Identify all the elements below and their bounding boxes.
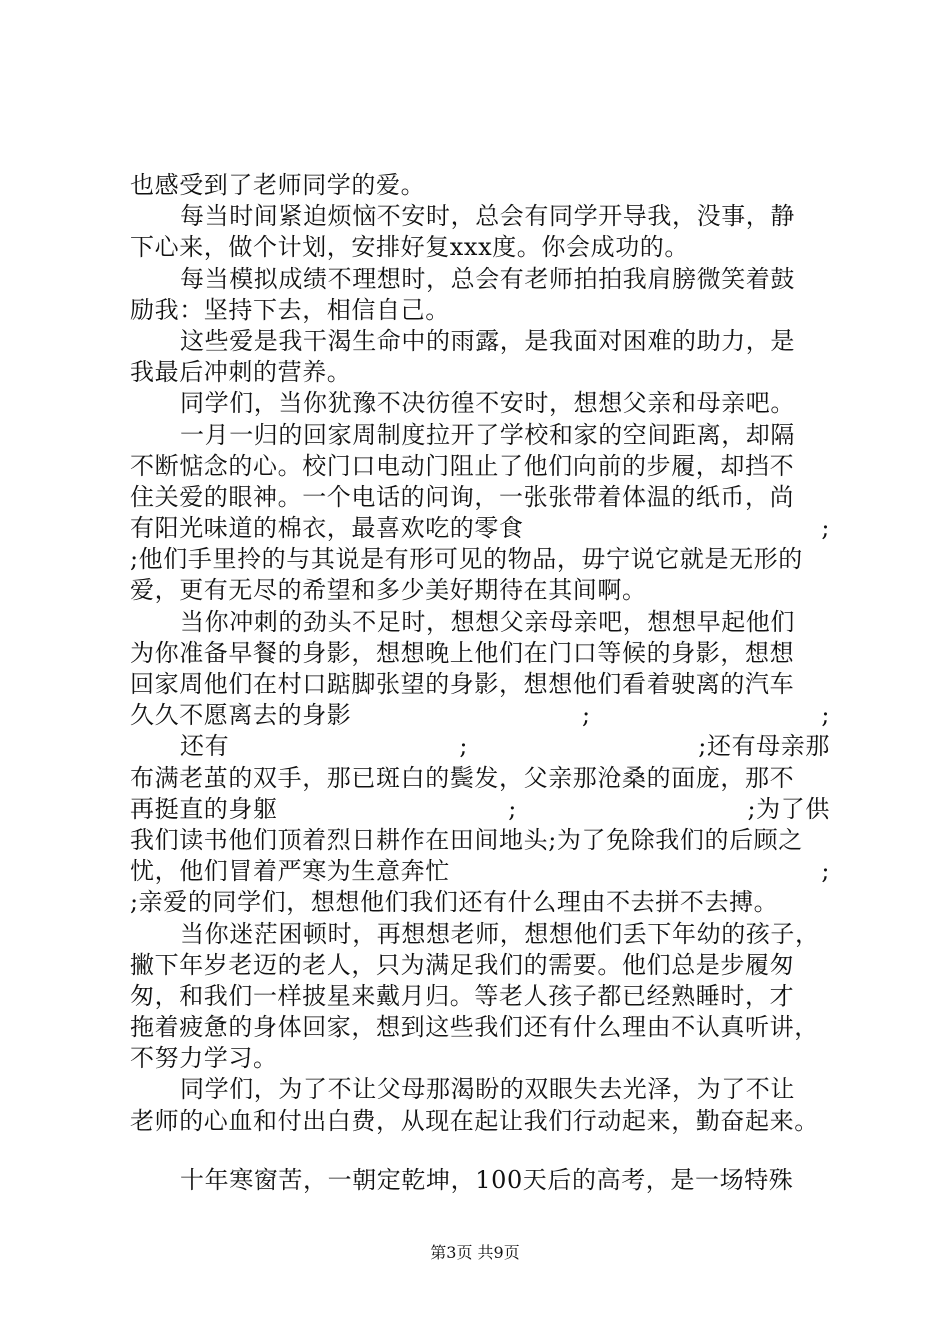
line-text: ;亲爱的同学们，想想他们我们还有什么理由不去拼不去搏。 (130, 888, 779, 917)
line-text: 同学们，当你犹豫不决彷徨不安时，想想父亲和母亲吧。 (180, 389, 795, 418)
text-line (130, 919, 830, 950)
text-line (130, 388, 830, 419)
line-text: 也感受到了老师同学的爱。 (130, 171, 426, 199)
line-text: 有阳光味道的棉衣，最喜欢吃的零食 (130, 514, 524, 543)
text-line (130, 856, 830, 887)
line-text: 拖着疲惫的身体回家，想到这些我们还有什么理由不认真听讲， (130, 1013, 819, 1042)
line-text: 久久不愿离去的身影 (130, 701, 352, 730)
text-line (130, 326, 830, 357)
line-text: 我们读书他们顶着烈日耕作在田间地头;为了免除我们的后顾之 (130, 825, 803, 854)
text-line (130, 1012, 830, 1043)
line-text: ; (582, 701, 591, 730)
text-line (130, 763, 830, 794)
line-text: ; (459, 732, 469, 761)
text-line (130, 232, 830, 263)
page-number-footer: 第3页 共9页 (430, 1243, 520, 1262)
line-text: 再挺直的身躯 (130, 794, 278, 823)
text-line (130, 607, 830, 638)
line-text: 这些爱是我干渴生命中的雨露，是我面对困难的助力，是 (180, 326, 795, 355)
text-line (130, 575, 830, 606)
text-line (130, 700, 830, 731)
text-line (130, 731, 830, 762)
text-line (130, 1106, 830, 1137)
line-text: 我最后冲刺的营养。 (130, 358, 352, 387)
line-text: ; (821, 701, 830, 730)
text-line (130, 451, 830, 482)
line-text: 励我：坚持下去，相信自己。 (130, 295, 450, 324)
line-text: 当你冲刺的劲头不足时，想想父亲母亲吧，想想早起他们 (180, 607, 795, 636)
text-line (130, 669, 830, 700)
line-text: 忧，他们冒着严寒为生意奔忙 (130, 857, 450, 886)
line-text: 老师的心血和付出白费，从现在起让我们行动起来，勤奋起来。 (130, 1106, 819, 1135)
line-text: ; (821, 514, 830, 543)
line-text: 十年寒窗苦，一朝定乾坤，100天后的高考，是一场特殊 (180, 1165, 794, 1194)
text-line (130, 950, 830, 981)
line-text: 还有 (180, 732, 230, 761)
line-text: 不断惦念的心。校门口电动门阻止了他们向前的步履，却挡不 (130, 451, 795, 480)
text-line (130, 264, 830, 295)
text-line (130, 1074, 830, 1105)
line-text: 布满老茧的双手，那已斑白的鬓发，父亲那沧桑的面庞，那不 (130, 763, 795, 792)
line-text: ;还有母亲那 (698, 732, 830, 761)
text-line (130, 420, 830, 451)
line-text: 回家周他们在村口踮脚张望的身影，想想他们看着驶离的汽车 (130, 670, 795, 698)
line-text: 爱，更有无尽的希望和多少美好期待在其间啊。 (130, 576, 647, 605)
line-text: 同学们，为了不让父母那渴盼的双眼失去光泽，为了不让 (180, 1075, 795, 1104)
line-text: ; (821, 857, 830, 886)
line-text: 为你准备早餐的身影，想想晚上他们在门口等候的身影，想想 (130, 638, 795, 667)
line-text: 一月一归的回家周制度拉开了学校和家的空间距离，却隔 (180, 420, 795, 449)
text-line (130, 887, 830, 918)
line-text: ;为了供 (747, 794, 830, 823)
line-text: 每当模拟成绩不理想时，总会有老师拍拍我肩膀微笑着鼓 (180, 264, 795, 293)
text-line (130, 513, 830, 544)
text-line (130, 201, 830, 232)
line-text: 不努力学习。 (130, 1044, 278, 1073)
line-text: 撇下年岁老迈的老人，只为满足我们的需要。他们总是步履匆 (130, 950, 795, 979)
text-line (130, 295, 830, 326)
text-line (130, 794, 830, 825)
text-line (130, 357, 830, 388)
line-text: 匆，和我们一样披星来戴月归。等老人孩子都已经熟睡时，才 (130, 981, 795, 1010)
line-text: ; (508, 794, 517, 823)
line-text: 当你迷茫困顿时，再想想老师，想想他们丢下年幼的孩子， (180, 919, 820, 948)
line-text: 下心来，做个计划，安排好复xxx度。你会成功的。 (130, 233, 690, 262)
line-text: 每当时间紧迫烦恼不安时，总会有同学开导我，没事，静 (180, 202, 795, 231)
text-line (130, 482, 830, 513)
text-line (130, 1043, 830, 1074)
text-line (130, 638, 830, 669)
text-line (130, 170, 830, 201)
text-line (130, 981, 830, 1012)
paragraph-gap (130, 1137, 830, 1165)
text-line (130, 1165, 830, 1196)
line-text: ;他们手里拎的与其说是有形可见的物品，毋宁说它就是无形的 (130, 545, 803, 574)
document-body (130, 170, 830, 1196)
line-text: 住关爱的眼神。一个电话的问询，一张张带着体温的纸币，尚 (130, 482, 795, 511)
text-line (130, 825, 830, 856)
text-line (130, 544, 830, 575)
